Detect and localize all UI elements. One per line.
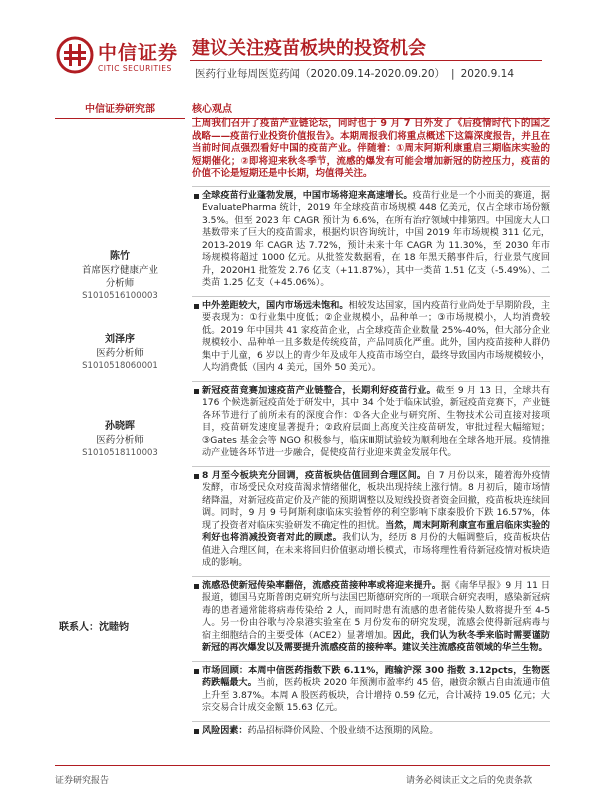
- section-body: 疫苗行业是一个小而美的赛道，据 EvaluatePharma 统计，2019 年全球疫苗市场规模 448 亿美元，仅占全球市场份额 3.5%。但至 2023 年 CAGR 预计为 6.6%，在所有治疗领域中排第四。中国庞大人口基数带来了巨大的疫苗需求，根据灼识咨询统计，中国 2019 年市场规模 311 亿元，2013-2019 年 CAGR 达 7.72%，预计未来十年 CAGR 为 11.30%，至 2030 年市场规模将超过 1000 亿元。从批签发数据看，在 18 年黑天鹅事件后，行业景气度回升，2020H1 批签发 2.76 亿支（+11.87%），其中一类苗 1.51 亿支（-5.49%）、二类苗 1.25 亿支（+45.06%）。: [202, 191, 550, 289]
- header-divider: [190, 60, 542, 61]
- analyst-name: 陈竹: [110, 251, 130, 262]
- section-lead: 新冠疫苗竞赛加速疫苗产业链整合，长期利好疫苗行业。: [202, 386, 437, 396]
- footer-report-type: 证券研究报告: [55, 776, 110, 786]
- analyst-cert: S1010518110003: [82, 448, 158, 458]
- section-risk: [192, 721, 550, 737]
- bullet-marker: [194, 729, 199, 734]
- section-body: 自 7 月份以来，随着海外疫情发酵，市场受民众对疫苗渴求情绪催化，板块出现持续上涨行情。8 月初后，随市场情绪降温，对新冠疫苗定价及产能的预期调整以及短线投资者资金回撤，疫苗板块连续回调。同时，9 月 9 号阿斯利康临床实验暂停的利空影响下康泰股价下跌 16.57%，体现了投资者对临床实验研发不确定性的担忧。: [202, 471, 550, 531]
- section-text: [202, 187, 550, 290]
- page-footer: [0, 765, 600, 800]
- core-views: [192, 100, 550, 740]
- core-views-heading: 核心观点: [192, 100, 550, 119]
- section-body: 据《南华早报》9 月 11 日报道，德国马克斯普朗克研究所与法国巴斯德研究所的一项联合研究表明，感染新冠病毒的患者通常能将病毒传染给 2 人，而同时患有流感的患者能传染人数将提升至 4-5 人。另一份由谷歌与冷泉港实验室在 5 月份发布的研究发现，流感会使得新冠病毒与宿主细胞结合的主要受体（ACE2）显著增加。: [202, 581, 550, 641]
- section-lead: 中外差距较大，国内市场远未饱和。: [202, 301, 349, 311]
- section-text: [202, 297, 550, 375]
- bullet-marker: [194, 669, 199, 674]
- analyst-card: [55, 250, 185, 302]
- section-body: 药品招标降价风险、个股业绩不达预期的风险。: [247, 726, 439, 736]
- report-header: [0, 0, 600, 96]
- analyst-card: [55, 420, 185, 459]
- section-market-review: [192, 661, 550, 715]
- citic-logo-icon: [56, 36, 94, 74]
- section-lead: 市场回顾：本周中信医药指数下跌 6.11%，跑输沪深 300 指数 3.12pcts，生物医药跌幅最大。: [202, 666, 550, 689]
- bullet-marker: [194, 194, 199, 199]
- report-subtitle: 医药行业每周医览药闻（2020.09.14-2020.09.20）: [195, 68, 446, 80]
- footer-divider: [55, 765, 550, 766]
- section-lead: 全球疫苗行业蓬勃发展，中国市场将迎来高速增长。: [202, 191, 413, 201]
- footer-disclaimer: 请务必阅读正文之后的免责条款: [406, 776, 533, 786]
- section-flu: [192, 576, 550, 655]
- section-body-after: 我们认为，经历 8 月份的大幅调整后，疫苗板块估值进入合理区间，在未来将回归价值驱动增长模式，市场将理性看待新冠疫情对板块造成的影响。: [202, 533, 550, 569]
- section-lead: 风险因素：: [202, 726, 248, 736]
- bullet-marker: [194, 584, 199, 589]
- report-title: 建议关注疫苗板块的投资机会: [192, 38, 426, 59]
- research-dept-heading: 中信证券研究部: [55, 100, 185, 119]
- report-subtitle-line: [192, 66, 517, 81]
- section-text: [202, 662, 550, 715]
- section-highlight: 当然，周末阿斯利康宣布重启临床实验的利好也将消减投资者对此的顾虑。: [202, 520, 550, 544]
- analyst-cert: S1010518060001: [82, 361, 158, 371]
- section-domestic-gap: [192, 296, 550, 375]
- section-text: [202, 382, 550, 460]
- summary-paragraph: 上周我们召开了疫苗产业链论坛，同时也于 9 月 7 日外发了《后疫情时代下的国之战略——疫苗行业投资价值报告》。本期周报我们将重点概述下这篇深度报告，并且在当前时间点强烈看好中国的疫苗产业。伴随着：①周末阿斯利康重启三期临床实验的短期催化；②即将迎来秋冬季节，流感的爆发有可能会增加新冠的防控压力，疫苗的价值不论是短期还是中长期，均值得关注。: [192, 118, 550, 180]
- analyst-title-2: 分析师: [105, 278, 135, 289]
- logo-text-cn: 中信证券: [98, 42, 179, 64]
- section-valuation: [192, 466, 550, 570]
- section-body: 当前，医药板块 2020 年预测市盈率约 45 倍，融资余额占自由流通市值上升至 3.87%。本周 A 股医药板块，合计增持 0.59 亿元，合计减持 19.05 亿元；大宗交易合计成交金额 15.63 亿元。: [202, 678, 550, 714]
- section-text: [202, 577, 550, 655]
- logo-text-en: CITIC SECURITIES: [98, 64, 172, 73]
- section-text: [202, 722, 550, 737]
- analyst-sidebar: [55, 100, 185, 740]
- section-text: [202, 467, 550, 570]
- subtitle-separator: |: [451, 68, 455, 80]
- contact-person: 联系人：沈睦钧: [59, 622, 129, 633]
- bullet-marker: [194, 304, 199, 309]
- analyst-title: 首席医疗健康产业: [81, 265, 158, 276]
- section-lead: 流感恐使新冠传染率翻倍，流感疫苗接种率或将迎来提升。: [202, 581, 442, 591]
- bullet-marker: [194, 389, 199, 394]
- section-highlight: 因此，我们认为秋冬季来临时需要谨防新冠的再次爆发以及需要提升流感疫苗的接种率。建议关注流感疫苗领域的华兰生物。: [202, 630, 550, 654]
- section-lead: 8 月至今板块充分回调，疫苗板块估值回到合理区间。: [202, 471, 427, 481]
- section-global-vaccine: [192, 186, 550, 290]
- section-body: 相较发达国家，国内疫苗行业尚处于早期阶段，主要表现为：①行业集中度低；②企业规模小，品种单一；③市场规模小，人均消费较低。2019 年中国共 41 家疫苗企业，占全球疫苗企业数量 25%-40%，但大部分企业规模较小、品种单一且多数是传统疫苗，产品同质化严重。此外，国内疫苗接种人群仍集中于儿童，6 岁以上的青少年及成年人疫苗市场空白，最终导致国内市场规模较小，人均消费低（国内 4 美元，国外 50 美元）。: [202, 301, 550, 374]
- bullet-marker: [194, 474, 199, 479]
- section-covid-vaccine-race: [192, 381, 550, 460]
- analyst-title: 医药分析师: [96, 435, 144, 446]
- analyst-card: [55, 333, 185, 372]
- section-body: 截至 9 月 13 日，全球共有 176 个候选新冠疫苗处于研发中，其中 34 个处于临床试验，新冠疫苗竞赛下，产业链各环节进行了前所未有的深度合作：①各大企业与研究所、生物技术公司直接对接项目，疫苗研发速度显著提升；②政府层面上高度关注疫苗研发，审批过程大幅缩短；③Gates 基金会等 NGO 积极参与，临床Ⅲ期试验较为顺利地在全球各地开展。疫情推动产业链各环节进一步融合，促使疫苗行业迎来黄金发展年代。: [202, 386, 550, 459]
- analyst-cert: S1010516100003: [82, 291, 158, 301]
- analyst-title: 医药分析师: [96, 348, 144, 359]
- analyst-name: 刘泽序: [105, 334, 135, 345]
- report-date: 2020.9.14: [460, 68, 515, 80]
- analyst-name: 孙晓晖: [105, 421, 135, 432]
